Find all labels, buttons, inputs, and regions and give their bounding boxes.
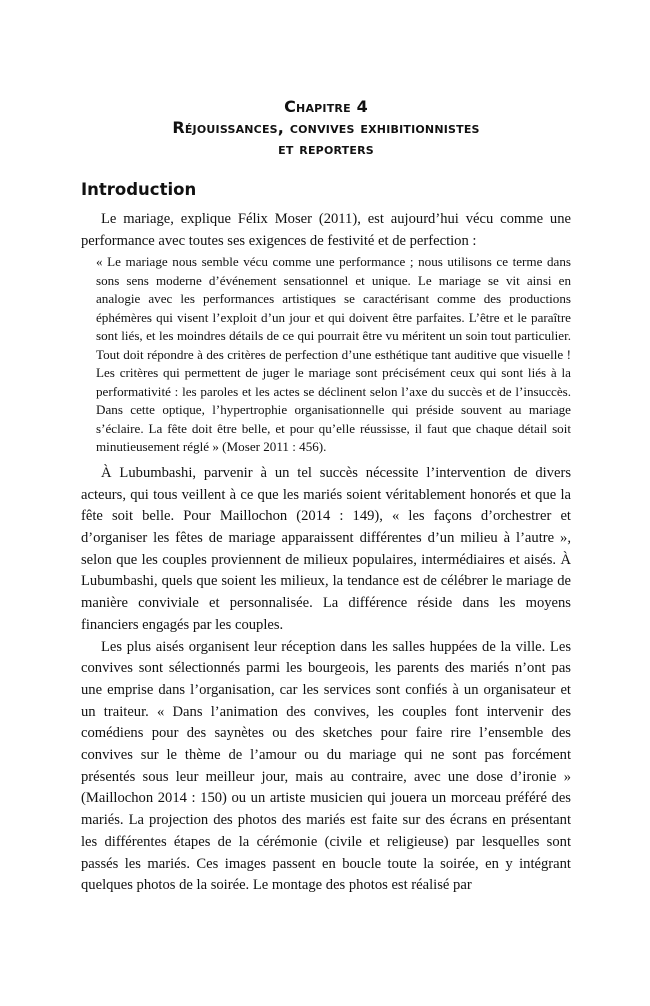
paragraph-1: Le mariage, explique Félix Moser (2011), est aujourd’hui vécu comme une performance avec toutes ses exigences de festivité et de perfection : [81, 211, 571, 249]
paragraph-2: À Lubumbashi, parvenir à un tel succès nécessite l’intervention de divers acteurs, qui tous veillent à ce que les mariés soient véritablement honorés et que la fête soit belle. Pour Maillochon (2014 : 149), « les façons d’orchestrer et d’organiser les fêtes de mariage apparaissent différentes d’un milieu à l’autre », selon que les couples proviennent de milieux populaires, intermédiaires et aisés. À Lubumbashi, quels que soient les milieux, la tendance est de célébrer le mariage de manière conviviale et personnalisée. La différence réside dans les moyens financiers engagés par les couples. [81, 464, 571, 633]
section-heading: Introduction [81, 180, 197, 199]
chapter-title-line-1: Réjouissances, convives exhibitionnistes [172, 118, 480, 137]
chapter-number: Chapitre 4 [284, 97, 368, 116]
block-quote: « Le mariage nous semble vécu comme une performance ; nous utilisons ce terme dans sons sens moderne d’événement sensationnel et unique. Le mariage se vit ainsi en analogie avec les performances artistiques se caractérisant comme des productions éphémères qui visent l’exploit d’un jour et qui doivent être parfaites. L’être et le paraître sont liés, et les moindres détails de ce qui pourrait être vu méritent un soin tout particulier. Tout doit répondre à des critères de perfection d’une esthétique tant auditive que visuelle ! Les critères qui permettent de juger le mariage sont précisément ceux qui sont liés à la performativité : les paroles et les actes se déclinent selon l’axe du succès et de l’insuccès. Dans cette optique, l’hypertrophie organisationnelle qui préside souvent au mariage s’éclaire. La fête doit être belle, et pour qu’elle réussisse, il faut que chaque détail soit minutieusement réglé » (Moser 2011 : 456). [96, 254, 571, 455]
paragraph-3: Les plus aisés organisent leur réception dans les salles huppées de la ville. Les convives sont sélectionnés parmi les bourgeois, les parents des mariés n’ont pas une emprise dans l’organisation, car les services sont confiés à un organisateur et un traiteur. « Dans l’animation des convives, les couples font intervenir des comédiens pour des saynètes ou des sketches pour faire rire l’ensemble des convives sur le thème de l’amour ou du mariage qui ne sont pas forcément présentés sous leur meilleur jour, mais au contraire, avec une dose d’ironie » (Maillochon 2014 : 150) ou un artiste musicien qui jouera un morceau préféré des mariés. La projection des photos des mariés est faite sur des écrans en présentant les différentes étapes de la cérémonie (civile et religieuse) par lesquelles sont passés les mariés. Ces images passent en boucle toute la soirée, en y intégrant quelques photos de la soirée. Le montage des photos est réalisé par [81, 638, 571, 894]
book-page [81, 96, 571, 897]
chapter-title-line-2: et reporters [278, 139, 374, 158]
